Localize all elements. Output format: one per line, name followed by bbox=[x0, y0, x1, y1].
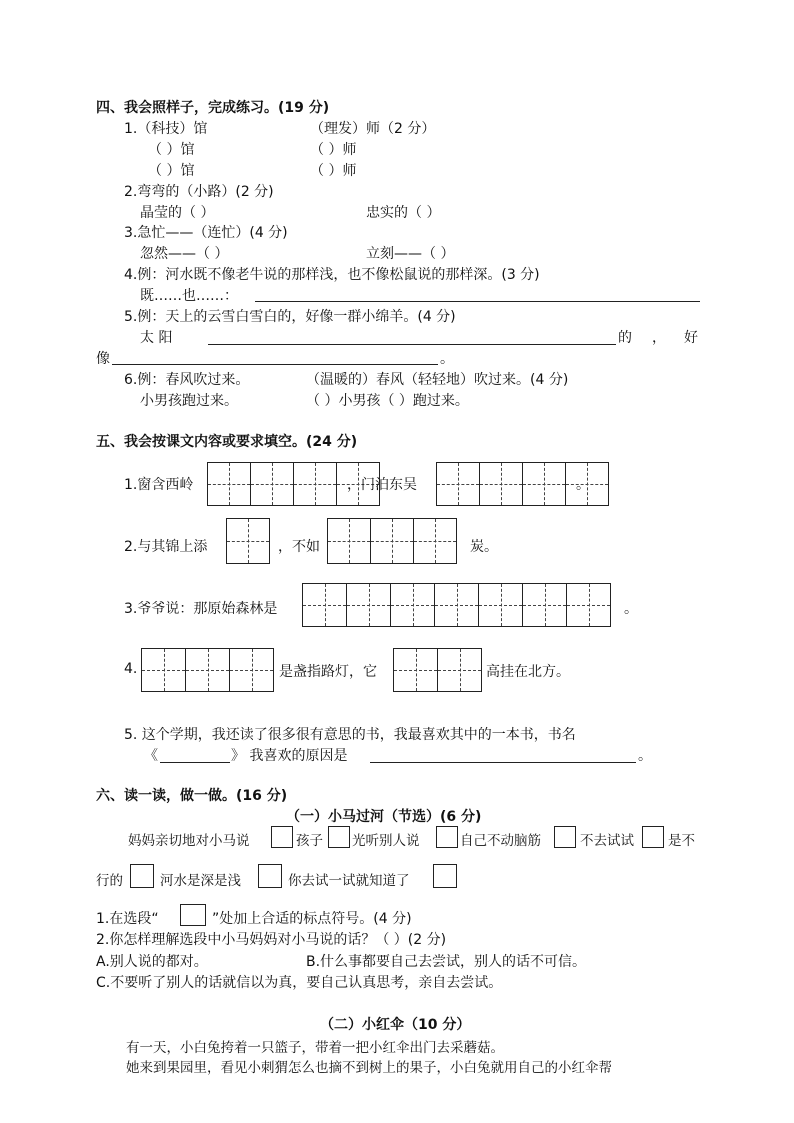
q4-1-blank-a[interactable]: （ ）馆 bbox=[148, 142, 195, 158]
q5-2-grid-a[interactable] bbox=[226, 518, 269, 564]
writing-cell[interactable] bbox=[327, 518, 371, 564]
q4-6-blanks[interactable]: （ ）小男孩（ ）跑过来。 bbox=[306, 393, 469, 409]
q4-5-answer-line-b[interactable] bbox=[112, 364, 438, 365]
q4-5-sun: 太 阳 bbox=[140, 330, 173, 346]
q4-3-blank-a[interactable]: 忽然——（ ） bbox=[140, 246, 229, 262]
q4-2-blank-a[interactable]: 晶莹的（ ） bbox=[140, 205, 215, 221]
q6-2-question: 2.你怎样理解选段中小马妈妈对小马说的话？（ ）(2 分) bbox=[96, 932, 447, 948]
q5-4-text-b: 是盏指路灯，它 bbox=[279, 664, 377, 680]
q5-2-text-a: 2.与其锦上添 bbox=[124, 539, 208, 555]
q5-3-text-a: 3.爷爷说：那原始森林是 bbox=[124, 601, 278, 617]
passage-1-line-2-a: 行的 bbox=[96, 873, 123, 889]
passage-1-line-1-d: 自己不动脑筋 bbox=[460, 833, 541, 849]
writing-cell[interactable] bbox=[522, 583, 567, 627]
writing-cell[interactable] bbox=[207, 462, 251, 506]
q5-5-text-d: 。 bbox=[638, 748, 652, 764]
writing-cell[interactable] bbox=[346, 583, 391, 627]
q4-3-label: 3.急忙——（连忙）(4 分) bbox=[124, 225, 288, 241]
writing-cell[interactable] bbox=[229, 648, 274, 692]
q6-1-text-b: ”处加上合适的标点符号。(4 分) bbox=[212, 911, 412, 927]
q5-5-book-line[interactable] bbox=[160, 762, 230, 763]
punctuation-box[interactable] bbox=[554, 826, 576, 848]
q5-5-text-c: 》 我喜欢的原因是 bbox=[231, 748, 348, 764]
section-6-title: 六、读一读，做一做。(16 分) bbox=[96, 788, 288, 804]
passage-2-line-1: 有一天，小白兔挎着一只篮子，带着一把小红伞出门去采蘑菇。 bbox=[126, 1040, 504, 1056]
q4-4-prompt: 既……也……： bbox=[140, 288, 238, 304]
q5-4-grid-a[interactable] bbox=[141, 648, 273, 692]
q5-2-grid-b[interactable] bbox=[327, 518, 456, 564]
q5-2-text-c: 炭。 bbox=[470, 539, 498, 555]
q4-1-blank-d[interactable]: （ ）师 bbox=[310, 163, 357, 179]
writing-cell[interactable] bbox=[302, 583, 347, 627]
writing-cell[interactable] bbox=[478, 583, 523, 627]
q4-1-blank-c[interactable]: （ ）馆 bbox=[148, 163, 195, 179]
q5-1-text-c: 。 bbox=[576, 477, 590, 493]
q6-2-option-a[interactable]: A.别人说的都对。 bbox=[96, 954, 208, 970]
q6-2-option-c[interactable]: C.不要听了别人的话就信以为真，要自己认真思考，亲自去尝试。 bbox=[96, 975, 503, 991]
q6-2-option-b[interactable]: B.什么事都要自己去尝试，别人的话不可信。 bbox=[306, 954, 587, 970]
writing-cell[interactable] bbox=[370, 518, 414, 564]
q5-5-reason-line[interactable] bbox=[370, 762, 636, 763]
punctuation-box[interactable] bbox=[433, 864, 457, 888]
q4-5-answer-line-a[interactable] bbox=[208, 344, 616, 345]
q4-6-prompt: 小男孩跑过来。 bbox=[140, 393, 238, 409]
writing-cell[interactable] bbox=[185, 648, 230, 692]
punctuation-box[interactable] bbox=[328, 826, 350, 848]
passage-1-line-1-e: 不去试试 bbox=[580, 833, 634, 849]
passage-1-line-1-c: 光听别人说 bbox=[352, 833, 420, 849]
q5-5-text-a: 5. 这个学期，我还读了很多很有意思的书，我最喜欢其中的一本书，书名 bbox=[124, 727, 576, 743]
q5-5-text-b: 《 bbox=[144, 748, 158, 764]
q4-5-period: 。 bbox=[440, 351, 454, 367]
writing-cell[interactable] bbox=[293, 462, 337, 506]
writing-cell[interactable] bbox=[141, 648, 186, 692]
q4-5-hao: 好 bbox=[684, 330, 698, 346]
writing-cell[interactable] bbox=[226, 518, 270, 564]
q5-1-text-b: ，门泊东吴 bbox=[347, 477, 417, 493]
q4-4-answer-line[interactable] bbox=[255, 301, 700, 302]
section-5-title: 五、我会按课文内容或要求填空。(24 分) bbox=[96, 434, 358, 450]
q4-5-de: 的 bbox=[618, 330, 632, 346]
passage-1-line-2-c: 你去试一试就知道了 bbox=[288, 873, 410, 889]
q5-2-text-b: ，不如 bbox=[278, 539, 320, 555]
q4-1-right: （理发）师（2 分） bbox=[310, 121, 436, 137]
punctuation-box[interactable] bbox=[271, 826, 293, 848]
q5-1-text-a: 1.窗含西岭 bbox=[124, 477, 194, 493]
q4-5-comma: ， bbox=[652, 330, 666, 346]
writing-cell[interactable] bbox=[522, 462, 566, 506]
passage-1-line-2-b: 河水是深是浅 bbox=[160, 873, 241, 889]
writing-cell[interactable] bbox=[479, 462, 523, 506]
q4-4-label: 4.例：河水既不像老牛说的那样浅，也不像松鼠说的那样深。(3 分) bbox=[124, 267, 540, 283]
q4-3-blank-b[interactable]: 立刻——（ ） bbox=[366, 246, 455, 262]
writing-cell[interactable] bbox=[436, 462, 480, 506]
punctuation-box[interactable] bbox=[258, 864, 282, 888]
writing-cell[interactable] bbox=[434, 583, 479, 627]
passage-2-title: （二）小红伞（10 分） bbox=[320, 1017, 471, 1033]
passage-1-line-1-b: 孩子 bbox=[296, 833, 323, 849]
q4-5-label: 5.例：天上的云雪白雪白的，好像一群小绵羊。(4 分) bbox=[124, 309, 456, 325]
q6-1-text-a: 1.在选段“ bbox=[96, 911, 159, 927]
q5-4-grid-b[interactable] bbox=[393, 648, 481, 692]
section-4-title: 四、我会照样子，完成练习。(19 分) bbox=[96, 100, 330, 116]
writing-cell[interactable] bbox=[390, 583, 435, 627]
q5-3-grid[interactable] bbox=[302, 583, 610, 627]
q4-6-example: （温暖的）春风（轻轻地）吹过来。(4 分) bbox=[306, 372, 569, 388]
writing-cell[interactable] bbox=[413, 518, 457, 564]
punctuation-box[interactable] bbox=[642, 826, 664, 848]
writing-cell[interactable] bbox=[566, 583, 611, 627]
punctuation-box[interactable] bbox=[436, 826, 458, 848]
passage-1-line-1-a: 妈妈亲切地对小马说 bbox=[128, 833, 250, 849]
q4-1-blank-b[interactable]: （ ）师 bbox=[310, 142, 357, 158]
passage-2-line-2: 她来到果园里，看见小刺猬怎么也摘不到树上的果子，小白兔就用自己的小红伞帮 bbox=[126, 1060, 612, 1076]
writing-cell[interactable] bbox=[393, 648, 438, 692]
q5-4-text-a: 4. bbox=[124, 661, 138, 677]
passage-1-line-1-f: 是不 bbox=[668, 833, 695, 849]
q4-5-xiang: 像 bbox=[96, 351, 110, 367]
q4-1-label: 1.（科技）馆 bbox=[124, 121, 208, 137]
q4-2-label: 2.弯弯的（小路）(2 分) bbox=[124, 184, 274, 200]
writing-cell[interactable] bbox=[437, 648, 482, 692]
q4-2-blank-b[interactable]: 忠实的（ ） bbox=[366, 205, 441, 221]
punctuation-box-sample bbox=[180, 904, 206, 926]
q4-6-label: 6.例：春风吹过来。 bbox=[124, 372, 250, 388]
q5-4-text-c: 高挂在北方。 bbox=[486, 664, 570, 680]
q5-3-text-b: 。 bbox=[624, 601, 638, 617]
passage-1-title: （一）小马过河（节选）(6 分) bbox=[286, 809, 482, 825]
punctuation-box[interactable] bbox=[130, 864, 154, 888]
writing-cell[interactable] bbox=[250, 462, 294, 506]
